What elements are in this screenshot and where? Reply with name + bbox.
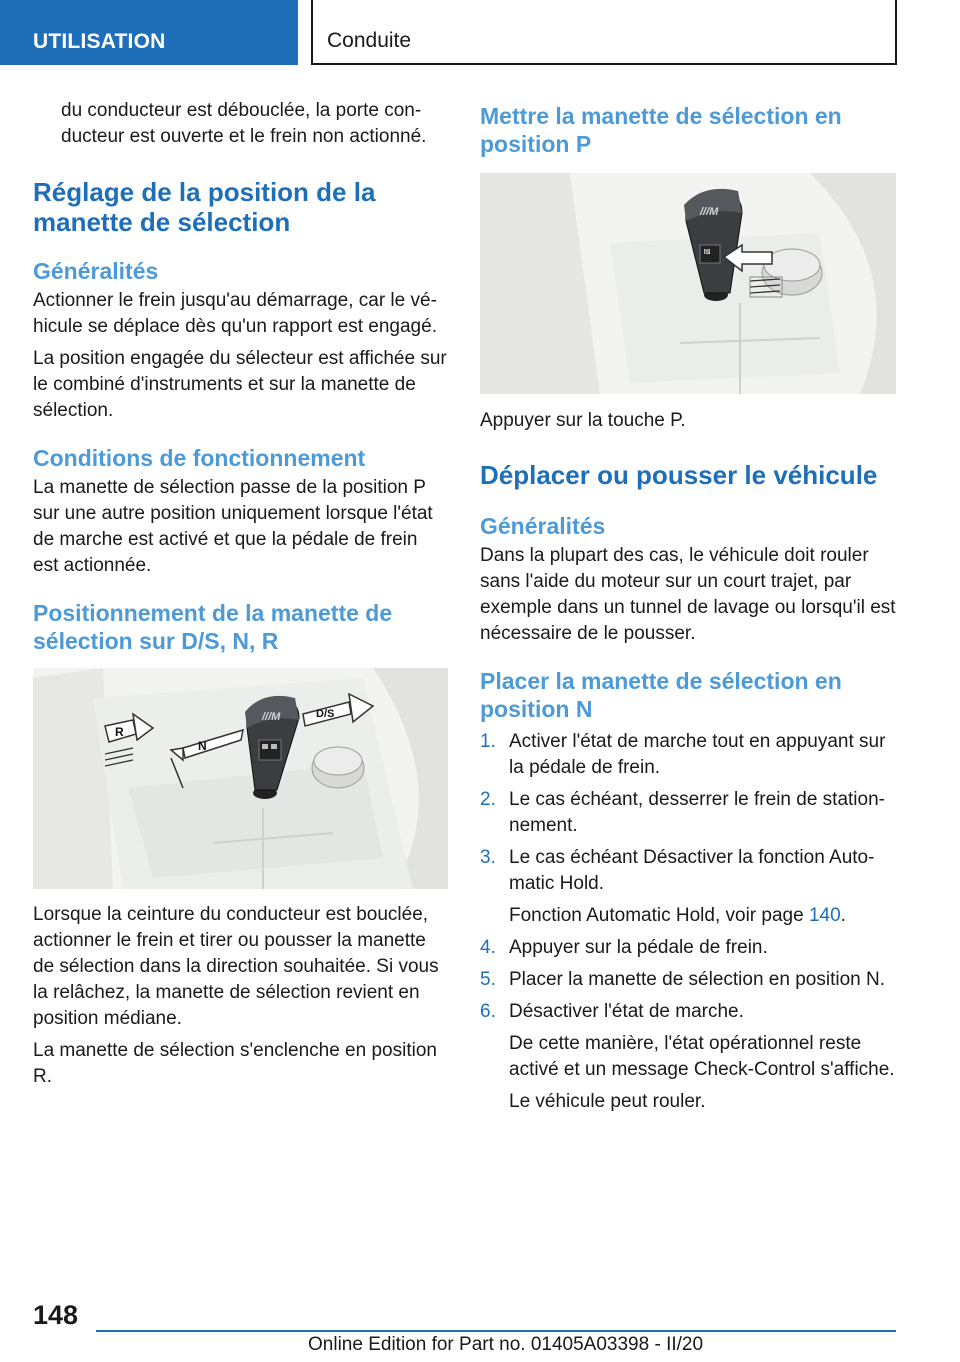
step-text: Appuyer sur la pédale de frein. [509, 937, 768, 958]
footer-divider [96, 1330, 896, 1332]
paragraph-positionnement-1: Lorsque la ceinture du conducteur est bouclée, actionner le frein et tirer ou pousser la manette de sélection dans la direction souhaitée. Si vous la relâchez, la manette de sélection revient en position médiane. [33, 904, 439, 1029]
chapter-tab [311, 0, 897, 65]
left-column [33, 98, 448, 1090]
step-text: Placer la manette de sélection en position N. [509, 969, 885, 990]
step-number: 2. [480, 789, 496, 810]
heading-generalites: Généralités [33, 258, 159, 284]
svg-text:///M: ///M [700, 206, 719, 218]
page-link-140[interactable]: 140 [808, 905, 841, 926]
step-text: Désactiver l'état de marche. [509, 1001, 744, 1022]
paragraph-generalites-1: Actionner le frein jusqu'au démarrage, car le véhicule se déplace dès qu'un rapport est engagé. [33, 290, 437, 337]
heading-generalites-right: Généralités [480, 513, 606, 539]
label-ds: D/S [316, 708, 335, 720]
paragraph-conditions: La manette de sélection passe de la position P sur une autre position uniquement lorsque l'état de marche est activé et que la pédale de frein est actionnée. [33, 477, 433, 576]
step3-reference-end: . [840, 905, 846, 926]
step6-note-2: Le véhicule peut rouler. [509, 1091, 706, 1112]
figure-gear-selector-directions [33, 668, 448, 889]
label-p: P [705, 250, 710, 256]
steps-list-continued [480, 935, 896, 1025]
step-number: 5. [480, 969, 496, 990]
heading-mettre-p: Mettre la manette de sélection en position P [480, 103, 842, 157]
step6-note-1: De cette manière, l'état opérationnel reste activé et un message Check-Control s'affiche. [509, 1033, 895, 1080]
step3-reference-text: Fonction Automatic Hold, voir page [509, 905, 809, 926]
section-tab [0, 0, 298, 65]
paragraph-positionnement-2: La manette de sélection s'enclenche en position R. [33, 1040, 437, 1087]
step-number: 3. [480, 847, 496, 868]
page-number: 148 [33, 1300, 79, 1330]
list-item [480, 845, 896, 897]
list-item [480, 729, 896, 781]
intro-paragraph: du conducteur est débouclée, la porte conducteur est ouverte et le frein non actionné. [61, 100, 427, 147]
heading-placer-n: Placer la manette de sélection en position N [480, 668, 842, 722]
step-text: Activer l'état de marche tout en appuyant sur la pédale de frein. [509, 731, 886, 778]
paragraph-generalites-right: Dans la plupart des cas, le véhicule doit rouler sans l'aide du moteur sur un court trajet, par exemple dans un tunnel de lavage ou lorsqu'il est nécessaire de le pousser. [480, 545, 896, 644]
list-item [480, 935, 896, 961]
heading-positionnement: Positionnement de la manette de sélection sur D/S, N, R [33, 600, 393, 654]
heading-deplacer: Déplacer ou pousser le véhicule [480, 460, 878, 490]
steps-list [480, 729, 896, 897]
chapter-title: Conduite [327, 29, 412, 52]
heading-reglage: Réglage de la position de la manette de sélection [33, 177, 376, 237]
section-title: UTILISATION [33, 30, 166, 53]
paragraph-generalites-2: La position engagée du sélecteur est affichée sur le combiné d'instruments et sur la manette de sélection. [33, 348, 447, 421]
step3-reference [480, 903, 896, 929]
step-number: 4. [480, 937, 496, 958]
label-n: N [198, 739, 207, 753]
svg-text:///M: ///M [262, 711, 281, 723]
step-number: 1. [480, 731, 496, 752]
paragraph-appuyer-p: Appuyer sur la touche P. [480, 410, 686, 431]
step-text: Le cas échéant Désactiver la fonction Automatic Hold. [509, 847, 875, 894]
label-r: R [115, 725, 124, 739]
heading-conditions: Conditions de fonctionnement [33, 445, 366, 471]
step-text: Le cas échéant, desserrer le frein de stationnement. [509, 789, 885, 836]
right-column [480, 102, 896, 1115]
footer-edition: Online Edition for Part no. 01405A03398 - II/20 [308, 1334, 704, 1355]
step-number: 6. [480, 1001, 496, 1022]
list-item [480, 999, 896, 1025]
figure-gear-selector-p-button [480, 173, 896, 394]
list-item [480, 787, 896, 839]
list-item [480, 967, 896, 993]
